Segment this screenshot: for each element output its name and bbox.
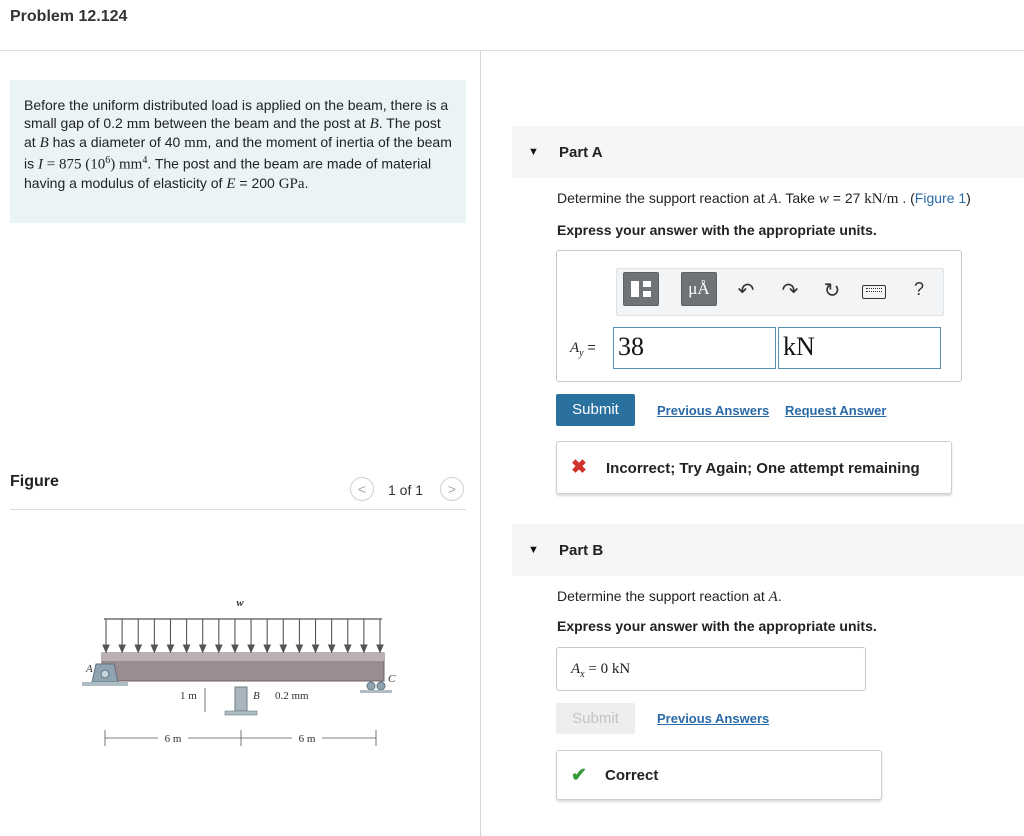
template-icon	[631, 281, 639, 297]
redo-icon[interactable]: ↷	[781, 280, 799, 302]
load-arrow-head	[135, 645, 141, 652]
part-a-title: Part A	[559, 144, 603, 161]
load-arrow-head	[200, 645, 206, 652]
span-1-label: 6 m	[164, 733, 182, 745]
load-arrow-head	[216, 645, 222, 652]
load-arrow-head	[313, 645, 319, 652]
template-button[interactable]	[623, 272, 659, 306]
help-icon[interactable]: ?	[913, 279, 924, 299]
collapse-part-b-icon[interactable]: ▼	[528, 544, 539, 556]
incorrect-message: Incorrect; Try Again; One attempt remaining	[606, 460, 920, 477]
post-length-label: 1 m	[180, 690, 197, 702]
load-arrow-head	[248, 645, 254, 652]
units-icon: μÅ	[688, 279, 710, 298]
load-arrow-head	[377, 645, 383, 652]
collapse-part-a-icon[interactable]: ▼	[528, 146, 539, 158]
beam-top-flange	[102, 653, 384, 661]
post-b	[235, 687, 247, 711]
part-a-feedback	[556, 441, 952, 494]
part-b-title: Part B	[559, 542, 604, 559]
request-answer-link[interactable]: Request Answer	[785, 403, 887, 418]
answer-value-input[interactable]: 38	[613, 327, 776, 369]
units-button[interactable]	[681, 272, 717, 306]
reset-icon[interactable]: ↻	[823, 280, 841, 302]
beam-figure	[70, 590, 410, 760]
load-arrow-head	[151, 645, 157, 652]
part-b-instruction: Express your answer with the appropriate units.	[557, 618, 877, 634]
answer-units-input[interactable]: kN	[778, 327, 941, 369]
figure-divider	[10, 509, 466, 510]
header-divider	[0, 50, 1024, 51]
load-label: w	[236, 597, 244, 609]
undo-icon[interactable]: ↶	[737, 280, 755, 302]
label-c: C	[388, 673, 396, 685]
load-arrow-head	[280, 645, 286, 652]
part-b-feedback	[556, 750, 882, 800]
prev-figure-button[interactable]	[350, 477, 374, 501]
span-2-label: 6 m	[298, 733, 316, 745]
load-arrow-head	[119, 645, 125, 652]
answer-label-ay: $A_y$ =	[570, 339, 596, 359]
part-b-previous-answers-link[interactable]: Previous Answers	[657, 711, 770, 726]
part-a-question: Determine the support reaction at A. Take w = 27 kN/m . (Figure 1)	[557, 190, 971, 207]
load-arrow-head	[264, 645, 270, 652]
submit-button[interactable]: Submit	[556, 394, 635, 426]
figure-1-link[interactable]: Figure 1	[914, 190, 967, 206]
part-b-answer: $A_x = 0$ kN	[571, 661, 631, 680]
load-arrow-head	[345, 645, 351, 652]
label-b: B	[253, 690, 260, 702]
part-b-submit-button[interactable]: Submit	[556, 703, 635, 734]
check-icon: ✔	[571, 765, 587, 786]
load-arrow-head	[296, 645, 302, 652]
load-arrow-head	[329, 645, 335, 652]
load-arrow-head	[232, 645, 238, 652]
correct-message: Correct	[605, 767, 659, 784]
label-a: A	[86, 663, 93, 675]
load-arrow-head	[184, 645, 190, 652]
gap-label: 0.2 mm	[275, 690, 309, 702]
load-arrow-head	[103, 645, 109, 652]
next-figure-button[interactable]	[440, 477, 464, 501]
part-b-answer-box	[556, 647, 866, 691]
previous-answers-link[interactable]: Previous Answers	[657, 403, 770, 418]
part-a-instruction: Express your answer with the appropriate units.	[557, 222, 877, 238]
incorrect-x-icon: ✖	[571, 457, 587, 478]
load-arrows	[103, 619, 383, 652]
figure-counter: 1 of 1	[388, 482, 424, 498]
panel-divider	[480, 50, 481, 836]
part-b-question: Determine the support reaction at A.	[557, 588, 782, 605]
figure-heading: Figure	[10, 473, 59, 490]
keyboard-icon[interactable]	[862, 285, 886, 299]
problem-statement: Before the uniform distributed load is applied on the beam, there is a small gap of 0.2 mm between the beam and the post at B. The post at B has a diameter of 40 mm, and the moment of inertia of the beam is I = 875 $(10^6)$ $mm^4$. The post and the beam are made of material having a modulus of elasticity of E = 200 GPa.	[10, 80, 466, 223]
load-arrow-head	[361, 645, 367, 652]
load-arrow-head	[167, 645, 173, 652]
problem-title: Problem 12.124	[10, 8, 128, 25]
chevron-right-icon: >	[447, 481, 457, 497]
chevron-left-icon: <	[357, 481, 367, 497]
